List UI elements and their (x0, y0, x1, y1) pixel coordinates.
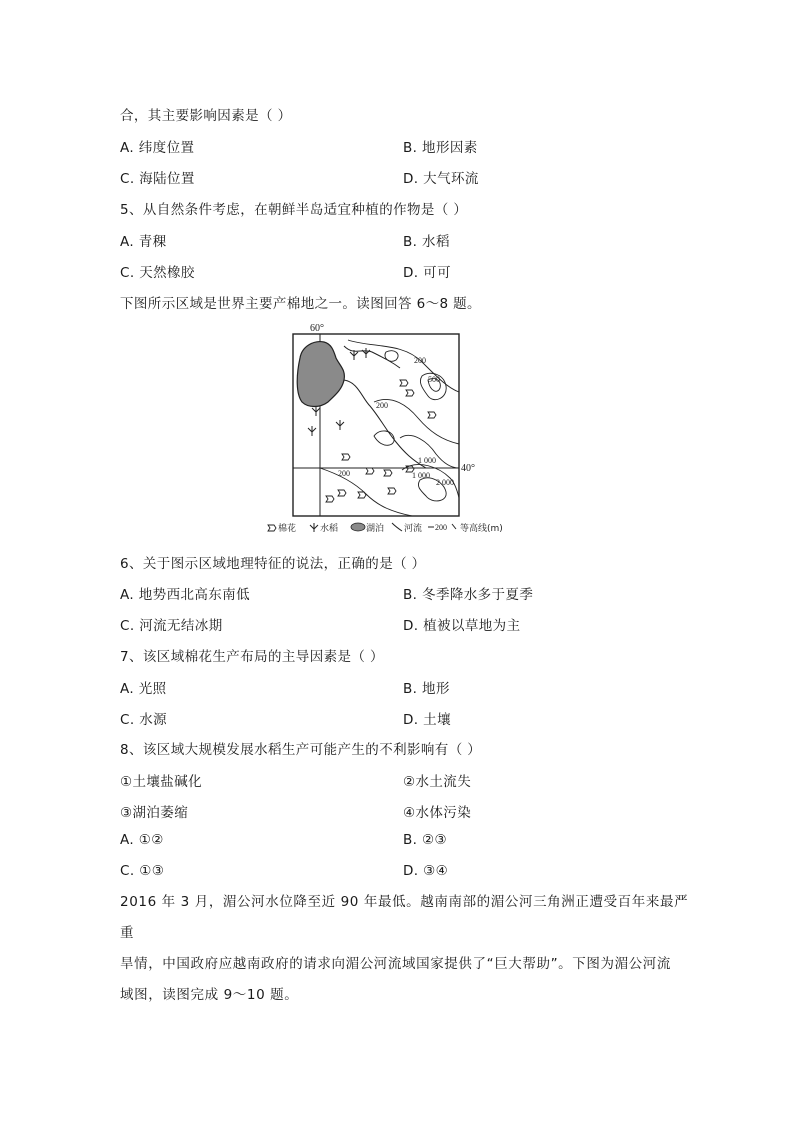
cotton-region-map (262, 318, 532, 536)
river-legend-label: 河流 (404, 524, 423, 534)
intro-9-10-line-2: 旱情，中国政府应越南政府的请求向湄公河流域国家提供了“巨大帮助”。下图为湄公河流 (120, 956, 671, 972)
q7-option-d[interactable]: D. 土壤 (403, 712, 451, 728)
contour-line (320, 468, 412, 516)
contour-label: 200 (376, 401, 388, 410)
q8-option-c[interactable]: C. ①③ (120, 863, 165, 879)
contour-line (348, 340, 459, 392)
contour-label: 200 (338, 469, 350, 478)
intro-9-10-line-1: 2016 年 3 月，湄公河水位降至近 90 年最低。越南南部的湄公河三角洲正遭受百年来最严重 (120, 894, 689, 941)
lake-legend-label: 湖泊 (366, 524, 385, 534)
contour-label: 1 000 (418, 456, 436, 465)
q5-option-b[interactable]: B. 水稻 (403, 234, 450, 250)
q7-stem: 7、该区域棉花生产布局的主导因素是（ ） (120, 649, 384, 665)
contour-label: 500 (428, 375, 440, 384)
rice-legend-label: 水稻 (320, 524, 339, 534)
q6-stem: 6、关于图示区域地理特征的说法，正确的是（ ） (120, 556, 426, 572)
q7-option-b[interactable]: B. 地形 (403, 681, 450, 697)
q7-option-c[interactable]: C. 水源 (120, 712, 168, 728)
intro-9-10-line-3: 域图，读图完成 9～10 题。 (120, 987, 299, 1003)
contour-label: 2 000 (436, 478, 454, 487)
q5-option-d[interactable]: D. 可可 (403, 265, 451, 281)
q6-option-b[interactable]: B. 冬季降水多于夏季 (403, 587, 534, 603)
contour-legend-tail (452, 524, 456, 529)
q5-option-a[interactable]: A. 青稞 (120, 234, 167, 250)
q5-option-c[interactable]: C. 天然橡胶 (120, 265, 195, 281)
q6-option-d[interactable]: D. 植被以草地为主 (403, 618, 521, 634)
q4-option-d[interactable]: D. 大气环流 (403, 171, 479, 187)
q4-option-a[interactable]: A. 纬度位置 (120, 140, 195, 156)
q8-item-4: ④水体污染 (403, 805, 472, 821)
contour-label: 1 000 (412, 471, 430, 480)
contour-line (374, 431, 394, 445)
q7-option-a[interactable]: A. 光照 (120, 681, 167, 697)
q5-stem: 5、从自然条件考虑，在朝鲜半岛适宜种植的作物是（ ） (120, 202, 468, 218)
q4-option-c[interactable]: C. 海陆位置 (120, 171, 195, 187)
intro-questions-6-8: 下图所示区域是世界主要产棉地之一。读图回答 6～8 题。 (120, 296, 481, 312)
contour-label: 200 (414, 356, 426, 365)
contour-legend-sample: 200 (435, 523, 447, 532)
cotton-legend-icon (268, 525, 276, 531)
latitude-40-label: 40° (461, 463, 475, 474)
q4-option-b[interactable]: B. 地形因素 (403, 140, 478, 156)
cotton-legend-label: 棉花 (278, 524, 297, 534)
lake-shape (297, 342, 344, 407)
rice-legend-icon (310, 523, 318, 532)
latitude-60-label: 60° (310, 323, 324, 334)
lake-legend-icon (351, 523, 365, 531)
q8-option-d[interactable]: D. ③④ (403, 863, 449, 879)
q8-item-3: ③湖泊萎缩 (120, 805, 189, 821)
map-legend (268, 522, 503, 534)
q6-option-c[interactable]: C. 河流无结冰期 (120, 618, 223, 634)
river-legend-icon (392, 523, 402, 531)
q8-option-b[interactable]: B. ②③ (403, 832, 448, 848)
q6-option-a[interactable]: A. 地势西北高东南低 (120, 587, 250, 603)
q8-option-a[interactable]: A. ①② (120, 832, 164, 848)
q8-item-1: ①土壤盐碱化 (120, 774, 203, 790)
river-line (344, 346, 400, 368)
cotton-symbol (326, 380, 436, 502)
q8-stem: 8、该区域大规模发展水稻生产可能产生的不利影响有（ ） (120, 742, 482, 758)
q4-stem-tail: 合，其主要影响因素是（ ） (120, 108, 292, 124)
q8-item-2: ②水土流失 (403, 774, 472, 790)
contour-line (385, 351, 398, 362)
contour-legend-label: 等高线(m) (460, 524, 503, 534)
intro-questions-9-10 (120, 887, 690, 1011)
